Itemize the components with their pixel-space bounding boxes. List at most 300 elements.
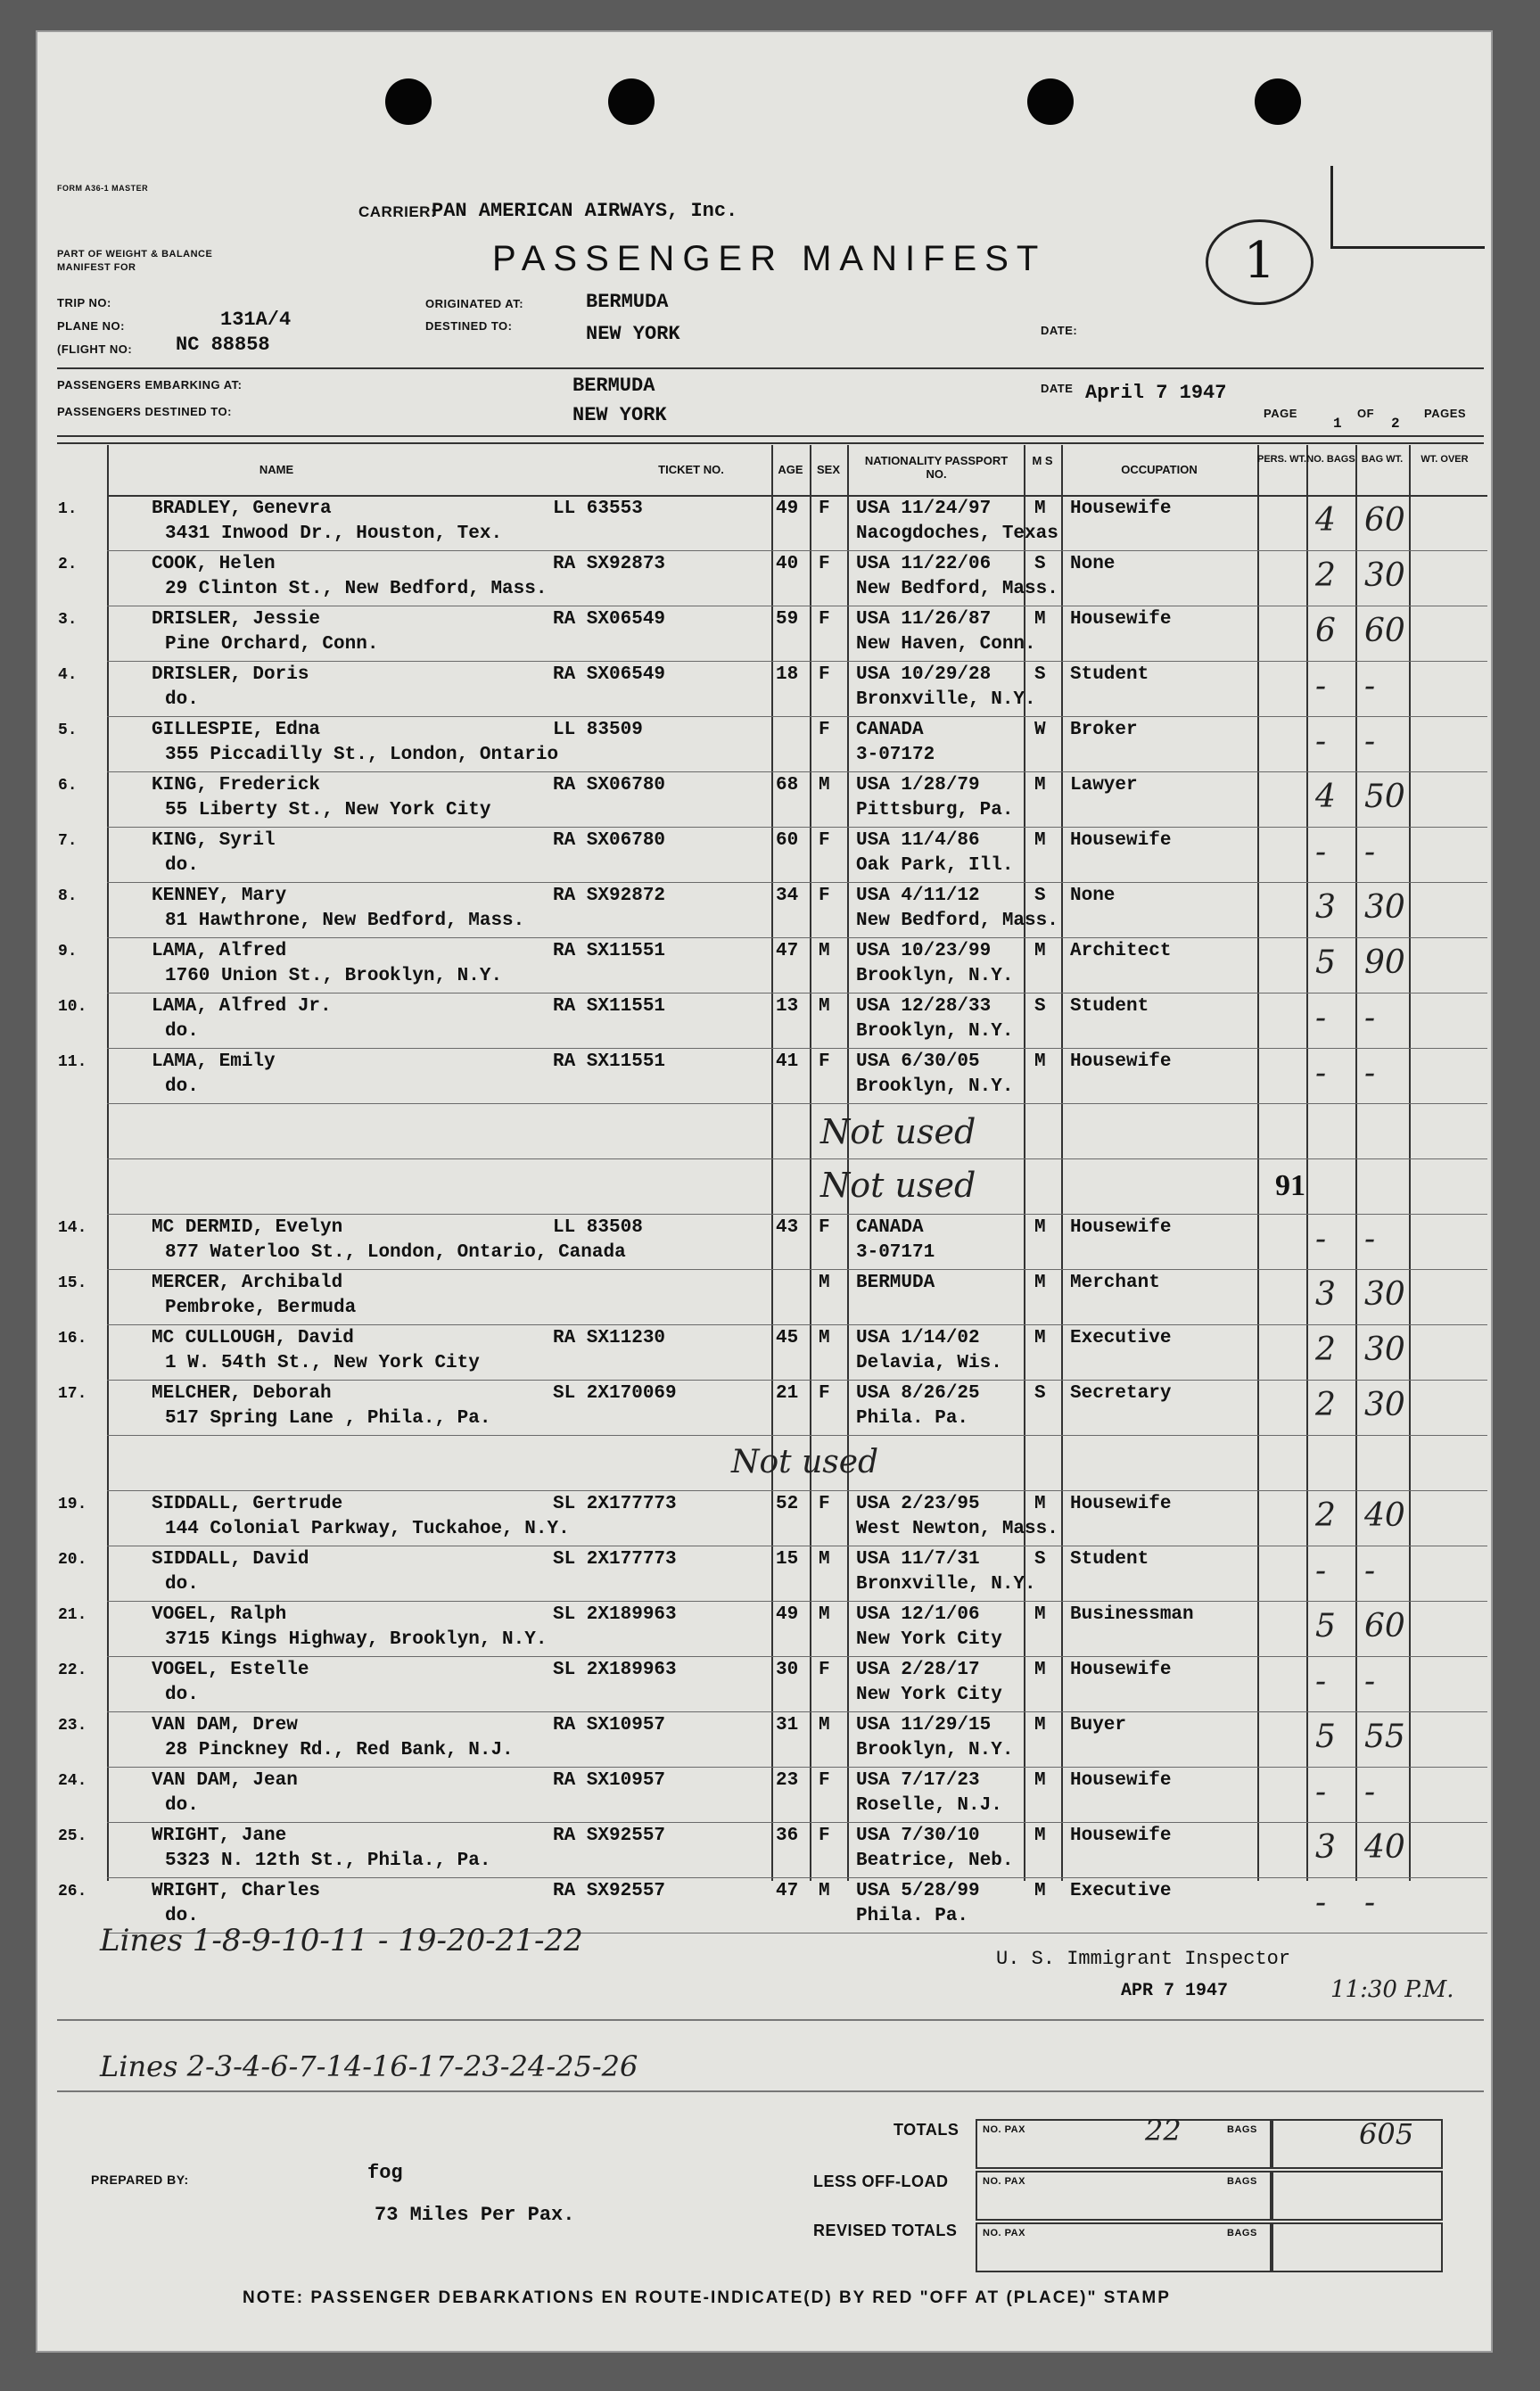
row-number: 8. — [58, 887, 78, 905]
birthplace: Oak Park, Ill. — [856, 855, 1014, 876]
passenger-name: LAMA, Alfred — [152, 941, 287, 961]
not-used-mark: Not used — [820, 1166, 976, 1205]
bags-count: 3 — [1315, 889, 1336, 926]
no-pax-label: NO. PAX — [983, 2228, 1025, 2238]
marital-status: S — [1034, 886, 1046, 906]
sex: F — [819, 499, 830, 519]
bags-count: - — [1315, 1000, 1327, 1036]
page-label: PAGE — [1264, 407, 1297, 420]
passenger-address: 5323 N. 12th St., Phila., Pa. — [165, 1851, 491, 1871]
bags-count: 5 — [1315, 1719, 1336, 1755]
ticket-number: SL 2X189963 — [553, 1604, 677, 1625]
form-label: FORM A36-1 MASTER — [57, 184, 149, 193]
embarking-label: PASSENGERS EMBARKING AT: — [57, 378, 243, 392]
row-number: 3. — [58, 611, 78, 629]
bag-weight: 90 — [1364, 944, 1405, 981]
passenger-name: WRIGHT, Charles — [152, 1881, 321, 1901]
bag-weight: - — [1364, 1663, 1376, 1700]
table-row — [58, 1380, 1487, 1436]
occupation: Buyer — [1070, 1715, 1127, 1736]
bag-weight: 60 — [1364, 613, 1405, 649]
col-nationality: NATIONALITY PASSPORT NO. — [864, 454, 1009, 481]
passenger-name: DRISLER, Doris — [152, 664, 309, 685]
plane-number: 131A/4 — [220, 309, 292, 331]
ticket-number: RA SX92557 — [553, 1881, 666, 1901]
ticket-number: RA SX11551 — [553, 996, 666, 1017]
nationality: USA 5/28/99 — [856, 1881, 980, 1901]
footer-note: NOTE: PASSENGER DEBARKATIONS EN ROUTE-INDICATE(D) BY RED "OFF AT (PLACE)" STAMP — [243, 2288, 1171, 2307]
bags-label: BAGS — [1227, 2228, 1257, 2238]
sex: F — [819, 1383, 830, 1404]
sex: M — [819, 1881, 830, 1901]
occupation: Housewife — [1070, 1494, 1172, 1514]
sex: F — [819, 1660, 830, 1680]
sex: M — [819, 1549, 830, 1570]
table-row — [58, 1656, 1487, 1712]
nationality: USA 2/28/17 — [856, 1660, 980, 1680]
row-number: 16. — [58, 1330, 87, 1348]
bags-count: - — [1315, 723, 1327, 760]
age: 13 — [776, 996, 799, 1017]
table-row — [58, 827, 1487, 883]
divider — [57, 442, 1484, 444]
sex: F — [819, 830, 830, 851]
col-bag-wt: BAG WT. — [1361, 454, 1404, 465]
sex: F — [819, 554, 830, 574]
marital-status: M — [1034, 1660, 1046, 1680]
marital-status: M — [1034, 499, 1046, 519]
row-number: 23. — [58, 1717, 87, 1735]
bags-count: 5 — [1315, 944, 1336, 981]
marital-status: S — [1034, 1383, 1046, 1404]
marital-status: M — [1034, 1881, 1046, 1901]
row-number: 10. — [58, 998, 87, 1016]
passenger-name: BRADLEY, Genevra — [152, 499, 332, 519]
divider — [57, 435, 1484, 437]
bags-count: 3 — [1315, 1829, 1336, 1866]
sex: F — [819, 886, 830, 906]
table-row-unused — [107, 1435, 1487, 1491]
occupation: Student — [1070, 996, 1149, 1017]
date2-label: DATE — [1041, 382, 1074, 395]
passenger-name: MC DERMID, Evelyn — [152, 1217, 343, 1238]
birthplace: Pittsburg, Pa. — [856, 800, 1014, 820]
bag-weight: - — [1364, 1884, 1376, 1921]
bag-weight: - — [1364, 834, 1376, 870]
bags-count: 2 — [1315, 1332, 1336, 1368]
bags-count: 2 — [1315, 1497, 1336, 1534]
prepared-by: fog — [367, 2162, 403, 2184]
bag-weight: 30 — [1364, 1332, 1405, 1368]
table-row — [58, 1601, 1487, 1657]
table-row — [58, 550, 1487, 606]
col-wt-over: WT. OVER — [1421, 454, 1469, 465]
age: 21 — [776, 1383, 799, 1404]
bags-count: 4 — [1315, 502, 1336, 539]
row-number: 19. — [58, 1496, 87, 1513]
lines-handwriting-2: Lines 2-3-4-6-7-14-16-17-23-24-25-26 — [100, 2049, 638, 2083]
birthplace: 3-07172 — [856, 745, 935, 765]
originated-label: ORIGINATED AT: — [425, 297, 524, 310]
marital-status: M — [1034, 1826, 1046, 1846]
marital-status: M — [1034, 775, 1046, 796]
bag-weight: 40 — [1364, 1497, 1405, 1534]
bags-count: 3 — [1315, 1276, 1336, 1313]
bags-label: BAGS — [1227, 2176, 1257, 2187]
age: 18 — [776, 664, 799, 685]
sex: M — [819, 1273, 830, 1293]
ticket-number: RA SX06549 — [553, 609, 666, 630]
birthplace: New York City — [856, 1685, 1002, 1705]
table-row — [58, 1767, 1487, 1823]
bags-count: 5 — [1315, 1608, 1336, 1645]
bags-count: 2 — [1315, 557, 1336, 594]
birthplace: New York City — [856, 1629, 1002, 1650]
sex: F — [819, 1826, 830, 1846]
col-pers-wt: PERS. WT. — [1257, 454, 1307, 465]
age: 59 — [776, 609, 799, 630]
sex: F — [819, 1217, 830, 1238]
marital-status: S — [1034, 1549, 1046, 1570]
table-row — [58, 606, 1487, 662]
bag-weight: 30 — [1364, 557, 1405, 594]
ticket-number: RA SX92557 — [553, 1826, 666, 1846]
table-row — [58, 993, 1487, 1049]
marital-status: M — [1034, 1494, 1046, 1514]
pdestined-label: PASSENGERS DESTINED TO: — [57, 405, 232, 418]
ticket-number: LL 83508 — [553, 1217, 643, 1238]
flight-label: (FLIGHT NO: — [57, 342, 133, 356]
revised-totals-label: REVISED TOTALS — [813, 2222, 958, 2239]
row-number: 2. — [58, 556, 78, 573]
age: 49 — [776, 1604, 799, 1625]
marital-status: M — [1034, 1328, 1046, 1348]
bags-count: 6 — [1315, 613, 1336, 649]
ticket-number: RA SX92872 — [553, 886, 666, 906]
birthplace: Brooklyn, N.Y. — [856, 1076, 1014, 1097]
bag-weight: - — [1364, 1055, 1376, 1092]
passenger-address: Pembroke, Bermuda — [165, 1298, 357, 1318]
row-number: 4. — [58, 666, 78, 684]
date2-value: April 7 1947 — [1085, 382, 1227, 404]
nationality: USA 11/24/97 — [856, 499, 992, 519]
nationality: USA 11/26/87 — [856, 609, 992, 630]
totals-box — [976, 2114, 1448, 2293]
marital-status: M — [1034, 830, 1046, 851]
age: 15 — [776, 1549, 799, 1570]
passenger-address: do. — [165, 1021, 199, 1042]
marital-status: W — [1034, 720, 1046, 740]
corner-mark — [1330, 166, 1485, 249]
col-sex: SEX — [816, 463, 840, 476]
sex: F — [819, 720, 830, 740]
passenger-name: LAMA, Alfred Jr. — [152, 996, 332, 1017]
bag-weight: - — [1364, 1221, 1376, 1257]
not-used-mark: Not used — [731, 1444, 879, 1480]
passenger-address: do. — [165, 1685, 199, 1705]
age: 31 — [776, 1715, 799, 1736]
passenger-address: 81 Hawthrone, New Bedford, Mass. — [165, 911, 525, 931]
punch-hole — [385, 78, 432, 125]
table-row — [58, 1546, 1487, 1602]
nationality: USA 11/4/86 — [856, 830, 980, 851]
occupation: Student — [1070, 664, 1149, 685]
marital-status: S — [1034, 554, 1046, 574]
punch-hole — [1255, 78, 1301, 125]
nationality: USA 8/26/25 — [856, 1383, 980, 1404]
occupation: Housewife — [1070, 1217, 1172, 1238]
nationality: USA 6/30/05 — [856, 1051, 980, 1072]
nationality: USA 10/23/99 — [856, 941, 992, 961]
occupation: Housewife — [1070, 1660, 1172, 1680]
ticket-number: RA SX06780 — [553, 830, 666, 851]
occupation: Housewife — [1070, 1770, 1172, 1791]
occupation: Lawyer — [1070, 775, 1138, 796]
age: 34 — [776, 886, 799, 906]
occupation: Housewife — [1070, 830, 1172, 851]
destined-label: DESTINED TO: — [425, 319, 513, 333]
birthplace: Phila. Pa. — [856, 1408, 969, 1429]
divider — [57, 367, 1484, 369]
sex: F — [819, 1770, 830, 1791]
page-value: 1 — [1333, 416, 1342, 432]
nationality: USA 4/11/12 — [856, 886, 980, 906]
pdestined-value: NEW YORK — [572, 404, 667, 426]
lines-handwriting: Lines 1-8-9-10-11 - 19-20-21-22 — [100, 1923, 583, 1958]
bag-weight: 30 — [1364, 1387, 1405, 1423]
sex: F — [819, 1051, 830, 1072]
birthplace: 3-07171 — [856, 1242, 935, 1263]
passenger-name: MERCER, Archibald — [152, 1273, 343, 1293]
passenger-name: DRISLER, Jessie — [152, 609, 321, 630]
passenger-address: 3715 Kings Highway, Brooklyn, N.Y. — [165, 1629, 548, 1650]
not-used-mark: Not used — [820, 1112, 976, 1151]
date-label: DATE: — [1041, 324, 1078, 337]
ticket-number: LL 83509 — [553, 720, 643, 740]
row-number: 24. — [58, 1772, 87, 1790]
row-number: 15. — [58, 1274, 87, 1292]
table-row — [58, 882, 1487, 938]
passenger-name: VAN DAM, Drew — [152, 1715, 298, 1736]
table-row-unused — [107, 1158, 1487, 1215]
table-row — [58, 771, 1487, 828]
passenger-address: 1760 Union St., Brooklyn, N.Y. — [165, 966, 503, 986]
passenger-name: VAN DAM, Jean — [152, 1770, 298, 1791]
occupation: Merchant — [1070, 1273, 1160, 1293]
table-row-unused — [107, 1103, 1487, 1159]
prepared-by-label: PREPARED BY: — [91, 2173, 189, 2187]
totals-label: TOTALS — [894, 2121, 959, 2139]
sex: M — [819, 941, 830, 961]
birthplace: New Bedford, Mass. — [856, 579, 1058, 599]
birthplace: New Haven, Conn. — [856, 634, 1036, 655]
ticket-number: LL 63553 — [553, 499, 643, 519]
bags-count: - — [1315, 1221, 1327, 1257]
nationality: USA 12/1/06 — [856, 1604, 980, 1625]
inspector-stamp: U. S. Immigrant Inspector — [996, 1948, 1291, 1970]
ticket-number: RA SX10957 — [553, 1770, 666, 1791]
passenger-address: do. — [165, 855, 199, 876]
row-number: 22. — [58, 1661, 87, 1679]
birthplace: Bronxville, N.Y. — [856, 1574, 1036, 1595]
ticket-number: RA SX11230 — [553, 1328, 666, 1348]
marital-status: S — [1034, 996, 1046, 1017]
table-row — [58, 1711, 1487, 1768]
passenger-name: GILLESPIE, Edna — [152, 720, 321, 740]
table-row — [58, 1214, 1487, 1270]
passenger-address: 355 Piccadilly St., London, Ontario — [165, 745, 559, 765]
sex: M — [819, 1715, 830, 1736]
col-bags: NO. BAGS — [1306, 454, 1355, 465]
table-row — [58, 1490, 1487, 1546]
bags-count: 4 — [1315, 779, 1336, 815]
ticket-number: SL 2X177773 — [553, 1494, 677, 1514]
sex: F — [819, 1494, 830, 1514]
no-pax-label: NO. PAX — [983, 2176, 1025, 2187]
passenger-address: 877 Waterloo St., London, Ontario, Canada — [165, 1242, 626, 1263]
marital-status: M — [1034, 941, 1046, 961]
nationality: USA 10/29/28 — [856, 664, 992, 685]
bags-label: BAGS — [1227, 2124, 1257, 2135]
age: 49 — [776, 499, 799, 519]
bag-weight: 50 — [1364, 779, 1405, 815]
bag-weight: - — [1364, 668, 1376, 705]
occupation: Housewife — [1070, 609, 1172, 630]
originated-value: BERMUDA — [586, 291, 669, 313]
occupation: Executive — [1070, 1328, 1172, 1348]
nationality: CANADA — [856, 1217, 924, 1238]
age: 47 — [776, 941, 799, 961]
birthplace: West Newton, Mass. — [856, 1519, 1058, 1539]
less-offload-label: LESS OFF-LOAD — [813, 2173, 949, 2190]
marital-status: S — [1034, 664, 1046, 685]
row-number: 26. — [58, 1883, 87, 1900]
table-row — [58, 495, 1487, 551]
birthplace: Beatrice, Neb. — [856, 1851, 1014, 1871]
bag-weight: 60 — [1364, 1608, 1405, 1645]
occupation: None — [1070, 886, 1116, 906]
sex: M — [819, 1604, 830, 1625]
passenger-name: WRIGHT, Jane — [152, 1826, 287, 1846]
sex: F — [819, 609, 830, 630]
row-number: 14. — [58, 1219, 87, 1237]
passenger-address: do. — [165, 1906, 199, 1926]
bags-count: - — [1315, 1774, 1327, 1810]
nationality: USA 11/29/15 — [856, 1715, 992, 1736]
circled-number: 1 — [1206, 219, 1314, 305]
bags-count: 2 — [1315, 1387, 1336, 1423]
nationality: USA 11/7/31 — [856, 1549, 980, 1570]
birthplace: Bronxville, N.Y. — [856, 689, 1036, 710]
totals-pax: 22 — [1145, 2114, 1182, 2148]
bags-count: - — [1315, 1055, 1327, 1092]
marital-status: M — [1034, 1051, 1046, 1072]
age: 36 — [776, 1826, 799, 1846]
nationality: CANADA — [856, 720, 924, 740]
bag-weight: - — [1364, 1774, 1376, 1810]
occupation: Businessman — [1070, 1604, 1194, 1625]
stamp-time: 11:30 P.M. — [1330, 1976, 1454, 2003]
ticket-number: RA SX11551 — [553, 1051, 666, 1072]
passenger-address: 29 Clinton St., New Bedford, Mass. — [165, 579, 548, 599]
age: 47 — [776, 1881, 799, 1901]
ticket-number: SL 2X177773 — [553, 1549, 677, 1570]
carrier-name: PAN AMERICAN AIRWAYS, Inc. — [432, 200, 738, 222]
col-name: NAME — [259, 463, 294, 476]
passenger-name: SIDDALL, David — [152, 1549, 309, 1570]
ticket-number: RA SX92873 — [553, 554, 666, 574]
age: 45 — [776, 1328, 799, 1348]
passenger-name: KING, Syril — [152, 830, 276, 851]
ticket-number: RA SX06549 — [553, 664, 666, 685]
row-number: 7. — [58, 832, 78, 850]
col-ticket: TICKET NO. — [658, 463, 724, 476]
sex: M — [819, 1328, 830, 1348]
nationality: USA 12/28/33 — [856, 996, 992, 1017]
nationality: USA 2/23/95 — [856, 1494, 980, 1514]
age: 60 — [776, 830, 799, 851]
occupation: Architect — [1070, 941, 1172, 961]
sex: F — [819, 664, 830, 685]
passenger-name: COOK, Helen — [152, 554, 276, 574]
manifest-for-label: MANIFEST FOR — [57, 262, 136, 273]
ticket-number: SL 2X189963 — [553, 1660, 677, 1680]
occupation: Housewife — [1070, 499, 1172, 519]
passenger-address: Pine Orchard, Conn. — [165, 634, 379, 655]
occupation: Broker — [1070, 720, 1138, 740]
birthplace: Roselle, N.J. — [856, 1795, 1002, 1816]
row-number: 6. — [58, 777, 78, 795]
row-number: 25. — [58, 1827, 87, 1845]
nationality: USA 11/22/06 — [856, 554, 992, 574]
occupation: Housewife — [1070, 1826, 1172, 1846]
stamp-date: APR 7 1947 — [1121, 1981, 1229, 2001]
nationality: USA 7/17/23 — [856, 1770, 980, 1791]
table-row — [58, 1269, 1487, 1325]
birthplace: Nacogdoches, Texas — [856, 524, 1058, 544]
age: 52 — [776, 1494, 799, 1514]
birthplace: Brooklyn, N.Y. — [856, 966, 1014, 986]
bag-weight: - — [1364, 1000, 1376, 1036]
of-value: 2 — [1391, 416, 1400, 432]
age: 43 — [776, 1217, 799, 1238]
number-91: 91 — [1275, 1169, 1305, 1202]
passenger-name: LAMA, Emily — [152, 1051, 276, 1072]
birthplace: Phila. Pa. — [856, 1906, 969, 1926]
row-number: 20. — [58, 1551, 87, 1569]
flight-number: NC 88858 — [176, 334, 270, 356]
embarking-value: BERMUDA — [572, 375, 655, 397]
nationality: USA 1/28/79 — [856, 775, 980, 796]
table-row — [58, 1822, 1487, 1878]
manifest-paper — [36, 30, 1493, 2353]
row-number: 1. — [58, 500, 78, 518]
row-number: 5. — [58, 721, 78, 739]
carrier-label: CARRIER: — [358, 203, 437, 220]
sex: M — [819, 996, 830, 1017]
bags-count: - — [1315, 834, 1327, 870]
passenger-table — [58, 445, 1487, 1926]
table-row — [58, 1048, 1487, 1104]
occupation: Student — [1070, 1549, 1149, 1570]
bag-weight: - — [1364, 723, 1376, 760]
row-number: 11. — [58, 1053, 87, 1071]
marital-status: M — [1034, 1770, 1046, 1791]
passenger-name: VOGEL, Ralph — [152, 1604, 287, 1625]
row-number: 17. — [58, 1385, 87, 1403]
ticket-number: RA SX06780 — [553, 775, 666, 796]
passenger-address: do. — [165, 1076, 199, 1097]
